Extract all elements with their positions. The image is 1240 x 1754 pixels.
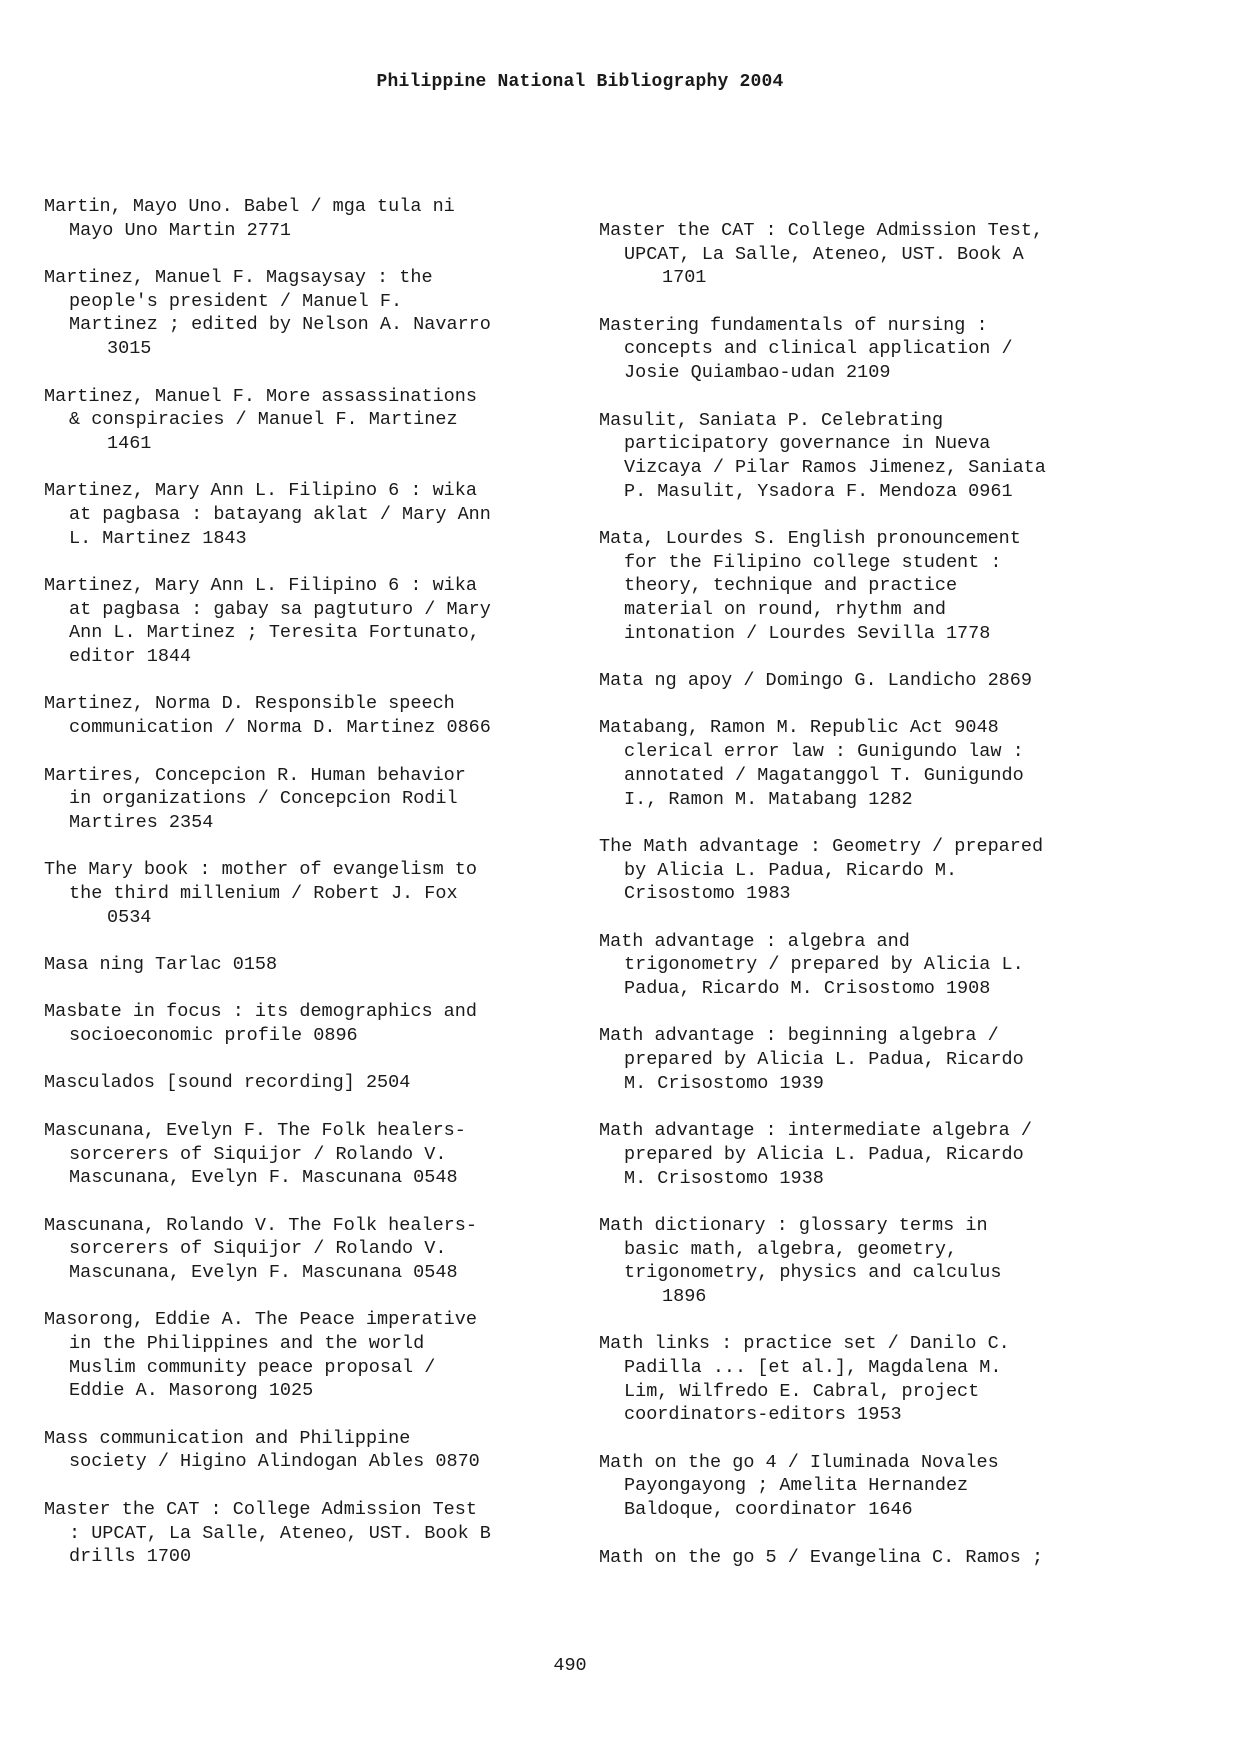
entry-line: Josie Quiambao-udan 2109 xyxy=(624,362,891,384)
entry-line: Math advantage : algebra and xyxy=(599,930,910,952)
bibliography-entry xyxy=(44,953,564,977)
entry-line: Mata, Lourdes S. English pronouncement xyxy=(599,527,1021,549)
bibliography-entry xyxy=(44,764,564,835)
entry-line: Mascunana, Evelyn F. Mascunana 0548 xyxy=(69,1167,458,1189)
entry-line: Masulit, Saniata P. Celebrating xyxy=(599,409,944,431)
bibliography-entry xyxy=(44,692,564,739)
entry-line: trigonometry / prepared by Alicia L. xyxy=(624,954,1024,976)
entry-line: Padua, Ricardo M. Crisostomo 1908 xyxy=(624,978,991,999)
page-number: 490 xyxy=(553,1655,587,1676)
entry-line: sorcerers of Siquijor / Rolando V. xyxy=(69,1238,447,1260)
entry-line: 1701 xyxy=(662,267,707,289)
entry-line: Math on the go 4 / Iluminada Novales xyxy=(599,1451,999,1473)
entry-line: prepared by Alicia L. Padua, Ricardo xyxy=(624,1143,1024,1165)
bibliography-entry xyxy=(44,385,564,456)
page-title: Philippine National Bibliography 2004 xyxy=(376,72,784,92)
entry-line: Crisostomo 1983 xyxy=(624,883,791,905)
bibliography-entry xyxy=(599,1214,1159,1309)
bibliography-entry xyxy=(44,1119,564,1190)
entry-line: in the Philippines and the world xyxy=(69,1333,425,1354)
entry-line: 0534 xyxy=(107,906,152,928)
entry-line: Mascunana, Rolando V. The Folk healers- xyxy=(44,1214,477,1236)
entry-line: the third millenium / Robert J. Fox xyxy=(69,882,458,904)
entry-line: M. Crisostomo 1939 xyxy=(624,1072,824,1094)
entry-line: Lim, Wilfredo E. Cabral, project xyxy=(624,1380,980,1402)
entry-line: Master the CAT : College Admission Test, xyxy=(599,220,1044,241)
entry-line: Martinez ; edited by Nelson A. Navarro xyxy=(69,314,491,336)
bibliography-entry xyxy=(44,1427,564,1474)
entry-line: by Alicia L. Padua, Ricardo M. xyxy=(624,859,958,881)
entry-line: sorcerers of Siquijor / Rolando V. xyxy=(69,1143,447,1165)
entry-line: : UPCAT, La Salle, Ateneo, UST. Book B xyxy=(69,1522,491,1544)
entry-line: Payongayong ; Amelita Hernandez xyxy=(624,1475,969,1497)
entry-line: society / Higino Alindogan Ables 0870 xyxy=(69,1451,480,1473)
entry-line: at pagbasa : gabay sa pagtuturo / Mary xyxy=(69,598,491,620)
entry-line: Masculados [sound recording] 2504 xyxy=(44,1072,411,1094)
entry-line: Mata ng apoy / Domingo G. Landicho 2869 xyxy=(599,670,1032,692)
bibliography-entry xyxy=(44,858,564,929)
entry-line: Masorong, Eddie A. The Peace imperative xyxy=(44,1309,477,1331)
bibliography-entry xyxy=(599,314,1159,385)
right-column xyxy=(599,219,1159,1593)
left-column xyxy=(44,195,564,1593)
entry-line: M. Crisostomo 1938 xyxy=(624,1167,824,1189)
entry-line: at pagbasa : batayang aklat / Mary Ann xyxy=(69,503,491,525)
entry-line: I., Ramon M. Matabang 1282 xyxy=(624,788,913,810)
entry-line: participatory governance in Nueva xyxy=(624,433,991,455)
entry-line: Mascunana, Evelyn F. The Folk healers- xyxy=(44,1119,466,1141)
entry-line: Martinez, Manuel F. More assassinations xyxy=(44,385,477,407)
bibliography-entry xyxy=(599,409,1159,504)
entry-line: Mascunana, Evelyn F. Mascunana 0548 xyxy=(69,1261,458,1283)
entry-line: The Mary book : mother of evangelism to xyxy=(44,859,477,881)
entry-line: Vizcaya / Pilar Ramos Jimenez, Saniata xyxy=(624,456,1046,478)
bibliography-entry xyxy=(599,835,1159,906)
bibliography-entry xyxy=(44,1214,564,1285)
entry-line: annotated / Magatanggol T. Gunigundo xyxy=(624,764,1024,786)
bibliography-entry xyxy=(599,1332,1159,1427)
entry-line: Martires 2354 xyxy=(69,811,214,833)
entry-line: 1461 xyxy=(107,432,152,454)
entry-line: Math dictionary : glossary terms in xyxy=(599,1214,988,1236)
entry-line: coordinators-editors 1953 xyxy=(624,1404,902,1426)
bibliography-entry xyxy=(599,1024,1159,1095)
entry-line: clerical error law : Gunigundo law : xyxy=(624,741,1024,763)
entry-line: Martinez, Manuel F. Magsaysay : the xyxy=(44,267,433,289)
entry-line: Masbate in focus : its demographics and xyxy=(44,1001,477,1023)
entry-line: Martin, Mayo Uno. Babel / mga tula ni xyxy=(44,196,455,217)
entry-line: Master the CAT : College Admission Test xyxy=(44,1498,477,1520)
entry-line: Math advantage : intermediate algebra / xyxy=(599,1120,1032,1142)
bibliography-entry xyxy=(44,195,564,242)
entry-line: Ann L. Martinez ; Teresita Fortunato, xyxy=(69,622,480,644)
entry-line: trigonometry, physics and calculus xyxy=(624,1262,1002,1284)
bibliography-entry xyxy=(599,1451,1159,1522)
entry-line: intonation / Lourdes Sevilla 1778 xyxy=(624,622,991,644)
bibliography-entry xyxy=(599,930,1159,1001)
entry-line: socioeconomic profile 0896 xyxy=(69,1025,358,1047)
entry-line: Mastering fundamentals of nursing : xyxy=(599,314,988,336)
entry-line: communication / Norma D. Martinez 0866 xyxy=(69,717,491,739)
entry-line: Eddie A. Masorong 1025 xyxy=(69,1380,314,1402)
entry-line: drills 1700 xyxy=(69,1546,192,1568)
bibliography-entry xyxy=(599,219,1159,290)
entry-line: Matabang, Ramon M. Republic Act 9048 xyxy=(599,717,999,739)
entry-line: editor 1844 xyxy=(69,646,192,668)
entry-line: L. Martinez 1843 xyxy=(69,527,247,549)
entry-line: 1896 xyxy=(662,1285,707,1307)
bibliography-entry xyxy=(599,1119,1159,1190)
entry-line: Math on the go 5 / Evangelina C. Ramos ; xyxy=(599,1546,1044,1568)
entry-line: Baldoque, coordinator 1646 xyxy=(624,1499,913,1521)
entry-line: Martinez, Mary Ann L. Filipino 6 : wika xyxy=(44,480,477,502)
bibliography-entry xyxy=(599,716,1159,811)
bibliography-entry xyxy=(44,1308,564,1403)
entry-line: Masa ning Tarlac 0158 xyxy=(44,954,278,975)
entry-line: Martinez, Mary Ann L. Filipino 6 : wika xyxy=(44,575,477,596)
entry-line: Martires, Concepcion R. Human behavior xyxy=(44,764,466,786)
entry-line: for the Filipino college student : xyxy=(624,551,1002,573)
bibliography-entry xyxy=(44,1000,564,1047)
entry-line: 3015 xyxy=(107,338,152,360)
bibliography-entry xyxy=(599,527,1159,645)
bibliography-entry xyxy=(44,1498,564,1569)
bibliography-entry xyxy=(44,574,564,669)
entry-line: material on round, rhythm and xyxy=(624,599,946,620)
bibliography-entry xyxy=(599,669,1159,693)
entry-line: Math links : practice set / Danilo C. xyxy=(599,1333,1010,1355)
entry-line: theory, technique and practice xyxy=(624,575,958,597)
entry-line: Math advantage : beginning algebra / xyxy=(599,1025,999,1047)
entry-line: Mayo Uno Martin 2771 xyxy=(69,219,292,241)
entry-line: Padilla ... [et al.], Magdalena M. xyxy=(624,1357,1002,1378)
entry-line: prepared by Alicia L. Padua, Ricardo xyxy=(624,1049,1024,1071)
entry-line: Mass communication and Philippine xyxy=(44,1427,411,1449)
entry-line: basic math, algebra, geometry, xyxy=(624,1238,958,1260)
bibliography-entry xyxy=(44,266,564,361)
bibliography-entry xyxy=(44,1071,564,1095)
bibliography-entry xyxy=(599,1546,1159,1570)
entry-line: UPCAT, La Salle, Ateneo, UST. Book A xyxy=(624,243,1024,265)
entry-line: people's president / Manuel F. xyxy=(69,290,403,312)
entry-line: Muslim community peace proposal / xyxy=(69,1356,436,1378)
entry-line: The Math advantage : Geometry / prepared xyxy=(599,835,1044,857)
bibliography-entry xyxy=(44,479,564,550)
entry-line: Martinez, Norma D. Responsible speech xyxy=(44,693,455,715)
entry-line: in organizations / Concepcion Rodil xyxy=(69,788,458,810)
entry-line: P. Masulit, Ysadora F. Mendoza 0961 xyxy=(624,480,1013,502)
entry-line: & conspiracies / Manuel F. Martinez xyxy=(69,409,458,431)
entry-line: concepts and clinical application / xyxy=(624,338,1013,360)
